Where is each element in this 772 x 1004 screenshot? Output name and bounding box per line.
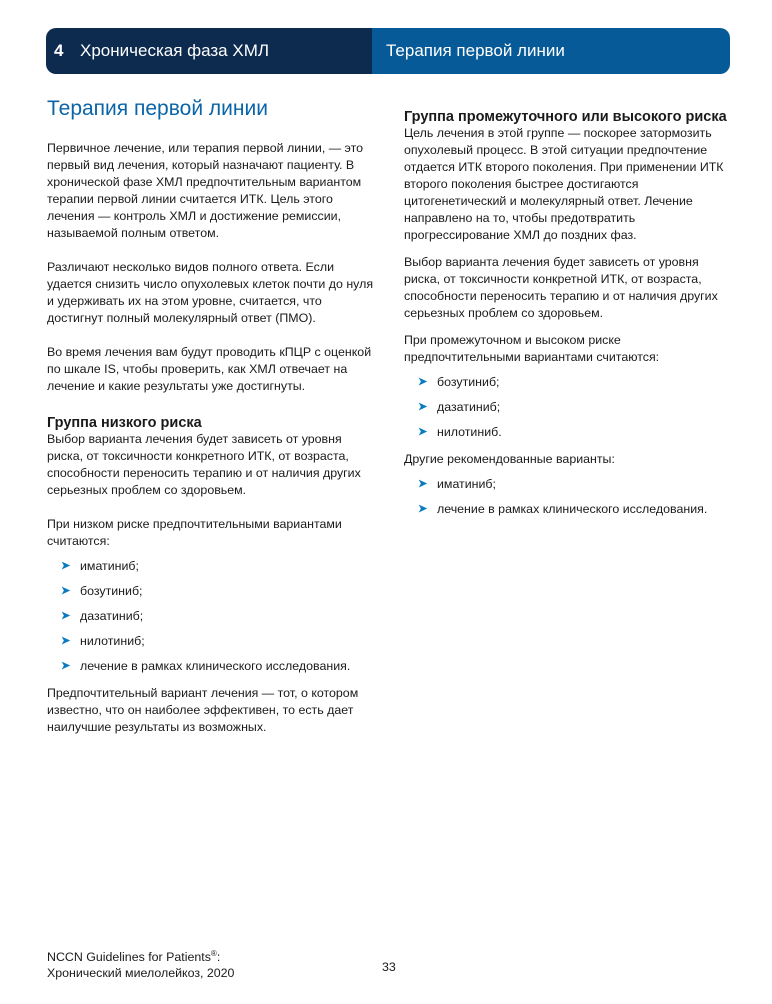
footer-line-2: Хронический миелолейкоз, 2020 (47, 966, 235, 981)
chapter-header-left (46, 28, 372, 74)
low-risk-options-list (47, 558, 377, 675)
registered-mark: ® (210, 949, 217, 958)
page-footer (47, 946, 234, 981)
other-options-list (404, 476, 734, 518)
list-item: ➤ нилотиниб. (418, 425, 502, 439)
intermediate-risk-options-list (404, 374, 734, 441)
chevron-right-icon: ➤ (61, 660, 71, 672)
chapter-title: Хроническая фаза ХМЛ (80, 41, 270, 60)
monitoring-paragraph: Во время лечения вам будут проводить кПЦР с оценкой по шкале IS, чтобы проверить, как ХМЛ отвечает на лечение и какие результаты уже достигнуты. (47, 345, 372, 393)
chevron-right-icon: ➤ (418, 376, 428, 388)
list-item: ➤ бозутиниб; (418, 375, 500, 389)
left-column (47, 96, 377, 736)
chevron-right-icon: ➤ (418, 503, 428, 515)
chevron-right-icon: ➤ (418, 478, 428, 490)
list-item: ➤ дазатиниб; (61, 609, 144, 623)
section-title-banner (372, 28, 730, 74)
low-risk-paragraph-2: При низком риске предпочтительными вариантами считаются: (47, 517, 342, 548)
chapter-header (46, 28, 730, 74)
chevron-right-icon: ➤ (61, 635, 71, 647)
chevron-right-icon: ➤ (61, 560, 71, 572)
intermediate-risk-paragraph-1: Цель лечения в этой группе — поскорее затормозить опухолевый процесс. В этой ситуации предпочтение отдается ИТК второго поколения. При применении ИТК второго поколения быстрее достигаются цитогенетический и молекулярный ответ. Лечение направлено на то, чтобы предотвратить прогрессирование ХМЛ до поздних фаз. (404, 126, 724, 242)
response-paragraph: Различают несколько видов полного ответа. Если удается снизить число опухолевых клеток почти до нуля и удерживать их на этом уровне, считается, что достигнут полный молекулярный ответ (ПМО). (47, 260, 374, 325)
other-options-paragraph: Другие рекомендованные варианты: (404, 452, 615, 466)
chevron-right-icon: ➤ (61, 585, 71, 597)
list-item: ➤ иматиниб; (61, 559, 139, 573)
page-title: Терапия первой линии (47, 97, 268, 120)
list-item: ➤ бозутиниб; (61, 584, 143, 598)
section-title: Терапия первой линии (386, 41, 565, 60)
preferred-option-paragraph: Предпочтительный вариант лечения — тот, о котором известно, что он наиболее эффективен, то есть дает наилучшие результаты из возможных. (47, 686, 359, 734)
intro-paragraph: Первичное лечение, или терапия первой линии, — это первый вид лечения, который назначают пациенту. В хронической фазе ХМЛ предпочтительным вариантом терапии первой линии считается ИТК. Цель этого лечения — контроль ХМЛ и достижение ремиссии, называемой полным ответом. (47, 141, 364, 240)
chevron-right-icon: ➤ (418, 401, 428, 413)
right-column (404, 109, 734, 526)
list-item: ➤ лечение в рамках клинического исследования. (61, 659, 351, 673)
intermediate-risk-paragraph-3: При промежуточном и высоком риске предпочтительными вариантами считаются: (404, 333, 660, 364)
intermediate-high-risk-heading: Группа промежуточного или высокого риска (404, 109, 727, 125)
list-item: ➤ иматиниб; (418, 477, 496, 491)
chevron-right-icon: ➤ (61, 610, 71, 622)
low-risk-paragraph-1: Выбор варианта лечения будет зависеть от уровня риска, от токсичности конкретного ИТК, от возраста, способности переносить терапию и от наличия других серьезных проблем со здоровьем. (47, 432, 361, 497)
footer-line-1: NCCN Guidelines for Patients®: (47, 949, 221, 965)
chapter-number: 4 (54, 41, 64, 60)
list-item: ➤ нилотиниб; (61, 634, 145, 648)
chevron-right-icon: ➤ (418, 426, 428, 438)
list-item: ➤ дазатиниб; (418, 400, 501, 414)
page-number: 33 (382, 960, 396, 974)
low-risk-heading: Группа низкого риска (47, 415, 202, 431)
intermediate-risk-paragraph-2: Выбор варианта лечения будет зависеть от уровня риска, от токсичности конкретной ИТК, от возраста, способности переносить терапию и от наличия других серьезных проблем со здоровьем. (404, 255, 718, 320)
list-item: ➤ лечение в рамках клинического исследования. (418, 502, 708, 516)
